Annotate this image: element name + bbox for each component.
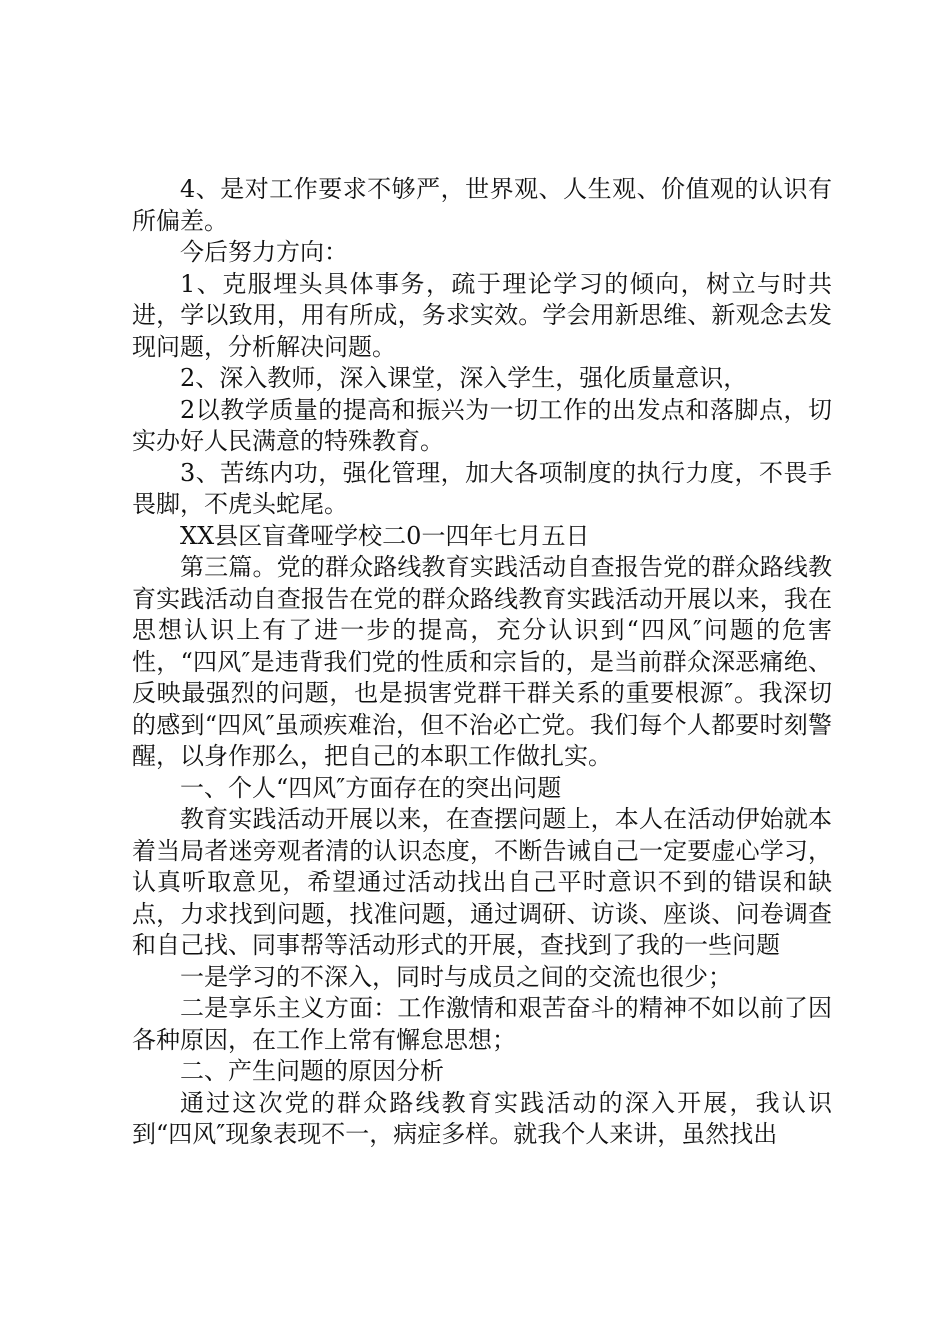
- paragraph-section-2-heading: 二、产生问题的原因分析: [180, 1057, 444, 1085]
- paragraph-part-three-intro: 第三篇。党的群众路线教育实践活动自查报告党的群众路线教育实践活动自查报告在党的群众路线教育实践活动开展以来，我在思想认识上有了进一步的提高，充分认识到“四风″问题的危害性，“四风″是违背我们党的性质和宗旨的，是当前群众深恶痛绝、反映最强烈的问题，也是损害党群干群关系的重要根源″。我深切的感到“四风″虽顽疾难治，但不治必亡党。我们每个人都要时刻警醒，以身作那么，把自己的本职工作做扎实。: [132, 553, 832, 770]
- paragraph-direction-3: 3、苦练内功，强化管理，加大各项制度的执行力度，不畏手畏脚，不虎头蛇尾。: [132, 458, 832, 518]
- paragraph-point-4: 4、是对工作要求不够严，世界观、人生观、价值观的认识有所偏差。: [132, 175, 832, 235]
- paragraph-direction-2-continued: 2以教学质量的提高和振兴为一切工作的出发点和落脚点，切实办好人民满意的特殊教育。: [132, 395, 832, 455]
- paragraph-direction-1: 1、克服埋头具体事务，疏于理论学习的倾向，树立与时共进，学以致用，用有所成，务求实效。学会用新思维、新观念去发现问题，分析解决问题。: [132, 269, 832, 361]
- paragraph-section-1-body: 教育实践活动开展以来，在查摆问题上，本人在活动伊始就本着当局者迷旁观者清的认识态度，不断告诫自己一定要虚心学习，认真听取意见，希望通过活动找出自己平时意识不到的错误和缺点，力求找到问题，找准问题，通过调研、访谈、座谈、问卷调查和自己找、同事帮等活动形式的开展，查找到了我的一些问题: [132, 805, 832, 959]
- paragraph-section-1-heading: 一、个人“四风″方面存在的突出问题: [180, 773, 562, 802]
- paragraph-direction-2: 2、深入教师，深入课堂，深入学生，强化质量意识，: [180, 364, 748, 392]
- paragraph-signature-date: XX县区盲聋哑学校二0一四年七月五日: [180, 521, 590, 550]
- document-body: [132, 174, 832, 1151]
- paragraph-problem-2: 二是享乐主义方面：工作激情和艰苦奋斗的精神不如以前了因各种原因，在工作上常有懈怠思想；: [132, 994, 832, 1054]
- paragraph-future-direction-heading: 今后努力方向：: [180, 238, 348, 266]
- paragraph-section-2-body: 通过这次党的群众路线教育实践活动的深入开展，我认识到“四风″现象表现不一，病症多样。就我个人来讲，虽然找出: [132, 1088, 832, 1148]
- paragraph-problem-1: 一是学习的不深入，同时与成员之间的交流也很少；: [180, 962, 732, 991]
